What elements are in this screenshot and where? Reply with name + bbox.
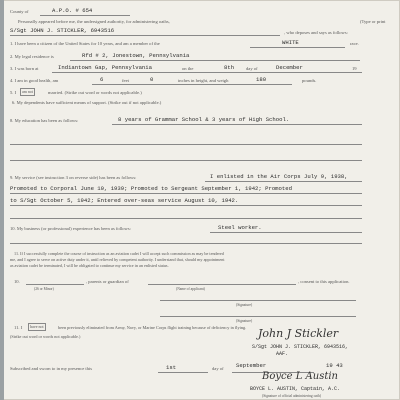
item-4-inches-label: inches in height, and weigh: [178, 78, 229, 83]
name-line: [10, 35, 280, 36]
oath-day-of: day of: [212, 366, 224, 371]
race-line: [250, 47, 345, 48]
item-10-value: Steel worker.: [218, 224, 262, 231]
item-5-options: am not: [22, 89, 33, 94]
service-line-4-rule: [10, 218, 362, 219]
service-line-2-rule: [10, 193, 362, 194]
item-9-text: 9. My service (see instruction 3 on reverse side) has been as follows:: [10, 175, 137, 180]
strike-note: (Strike out word or words not applicable.): [10, 334, 81, 339]
item-4-feet-label: feet: [122, 78, 129, 83]
consent-line-1: [26, 284, 84, 285]
service-line-1: I enlisted in the Air Corps July 9, 1938,: [210, 173, 348, 180]
item-3-day: 8th: [224, 64, 235, 71]
item-11-para-1: 11. If I successfully complete the course of instruction as an aviation cadet I will accept such commission as may be tendered: [14, 251, 224, 256]
item-3-on: on the: [182, 66, 194, 71]
item-5-text: 5. I: [10, 90, 17, 95]
item-1-tail: race.: [350, 41, 359, 46]
consent-tail: , consent to this application.: [298, 279, 350, 284]
service-line-3: to S/Sgt October 5, 1942; Entered over-seas service August 10, 1942.: [10, 197, 239, 204]
item-1-race: WHITE: [282, 39, 299, 46]
county-label: County of: [10, 9, 29, 14]
consent-parents: , parents or guardian of: [86, 279, 129, 284]
item-5-tail: married. (Strike out word or words not applicable.): [48, 90, 142, 95]
item-4-weight-label: pounds.: [302, 78, 317, 83]
name-tail: , who deposes and says as follows:: [284, 30, 348, 35]
intro-text: Personally appeared before me, the undersigned authority, for administering oaths,: [18, 19, 170, 24]
experience-line-2: [10, 243, 362, 244]
item-3-dayof: day of: [246, 66, 258, 71]
item-3-month: December: [276, 64, 303, 71]
birth-line: [52, 72, 362, 73]
education-line: [112, 124, 362, 125]
consent-number: 10.: [14, 279, 20, 284]
applicant-signature: John J Stickler: [258, 327, 339, 340]
item-3-text: 3. I was born at: [10, 66, 39, 71]
consent-signature-line-2: [160, 316, 356, 317]
consent-signature-caption-2: (Signature): [236, 319, 253, 323]
item-8-text: 8. My education has been as follows:: [10, 118, 79, 123]
item-6-text: 6. My dependents have sufficient means of support. (Strike out if not applicable.): [12, 100, 162, 105]
service-line-2: Promoted to Corporal June 10, 1939; Promoted to Sergeant September 1, 1942; Promoted: [10, 185, 292, 192]
oath-day-line: [158, 372, 208, 373]
officer-signature: Boyce L Austin: [262, 371, 338, 382]
item-3-place: Indiantown Gap, Pennsylvania: [58, 64, 152, 71]
item-10-text: 10. My business (or professional) experience has been as follows:: [10, 226, 131, 231]
experience-line: [210, 232, 362, 233]
item-13-tail: been previously eliminated from Army, Navy, or Marine Corps flight training because of deficiency in flying.: [58, 325, 247, 330]
intro-tail: (Type or print: [360, 19, 386, 24]
education-line-3: [10, 160, 362, 161]
service-line-3-rule: [10, 205, 362, 206]
consent-signature-line-1: [160, 300, 356, 301]
health-line: [92, 84, 292, 85]
item-4-weight: 180: [256, 76, 267, 83]
item-2-text: 2. My legal residence is: [10, 54, 54, 59]
item-11-para-3: as aviation cadet be terminated, I will be obligated to continue my service in an enlisted status.: [10, 263, 169, 268]
item-8-value: 8 years of Grammar School & 3 years of High School.: [118, 116, 290, 123]
officer-name: BOYCE L. AUSTIN, Captain, A.C.: [250, 386, 341, 392]
deponent-name: S/Sgt JOHN J. STICKLER, 6943516: [10, 27, 115, 34]
consent-signature-caption-1: (Signature): [236, 303, 253, 307]
item-11-para-2: me, and I agree to serve on active duty under it, until relieved by competent authority. I understand that, should my appointment: [10, 257, 225, 262]
item-3-year: 19: [352, 66, 357, 71]
consent-note: (26 or Minor): [34, 287, 54, 291]
name-of-applicant-caption: (Name of applicant): [176, 287, 205, 291]
oath-month: September: [236, 362, 267, 369]
oath-subscribed: Subscribed and sworn to in my presence this: [10, 366, 93, 371]
oath-year: 19 43: [326, 362, 343, 369]
item-1-text: 1. I have been a citizen of the United States for 10 years, and am a member of the: [10, 41, 160, 46]
consent-line-2: [148, 284, 296, 285]
page-edge: [0, 0, 4, 400]
service-line-1-rule: [205, 181, 362, 182]
officer-caption: (Signature of official administering oath): [262, 394, 322, 398]
applicant-typed-name: S/Sgt JOHN J. STICKLER, 6943516,: [252, 344, 349, 350]
item-13-text: 11. I: [14, 325, 23, 330]
item-13-options: have not: [30, 324, 44, 329]
item-4-feet: 6: [100, 76, 104, 83]
county-line: [40, 15, 130, 16]
item-2-value: Rfd # 2, Jonestown, Pennsylvania: [82, 52, 190, 59]
county-value: A.P.O. # 654: [52, 7, 93, 14]
applicant-serial: AAF.: [276, 351, 289, 357]
item-4-text: 4. I am in good health, am: [10, 78, 59, 83]
oath-day: 1st: [166, 364, 177, 371]
item-4-inches: 0: [150, 76, 154, 83]
residence-line: [70, 60, 360, 61]
education-line-2: [10, 144, 362, 145]
